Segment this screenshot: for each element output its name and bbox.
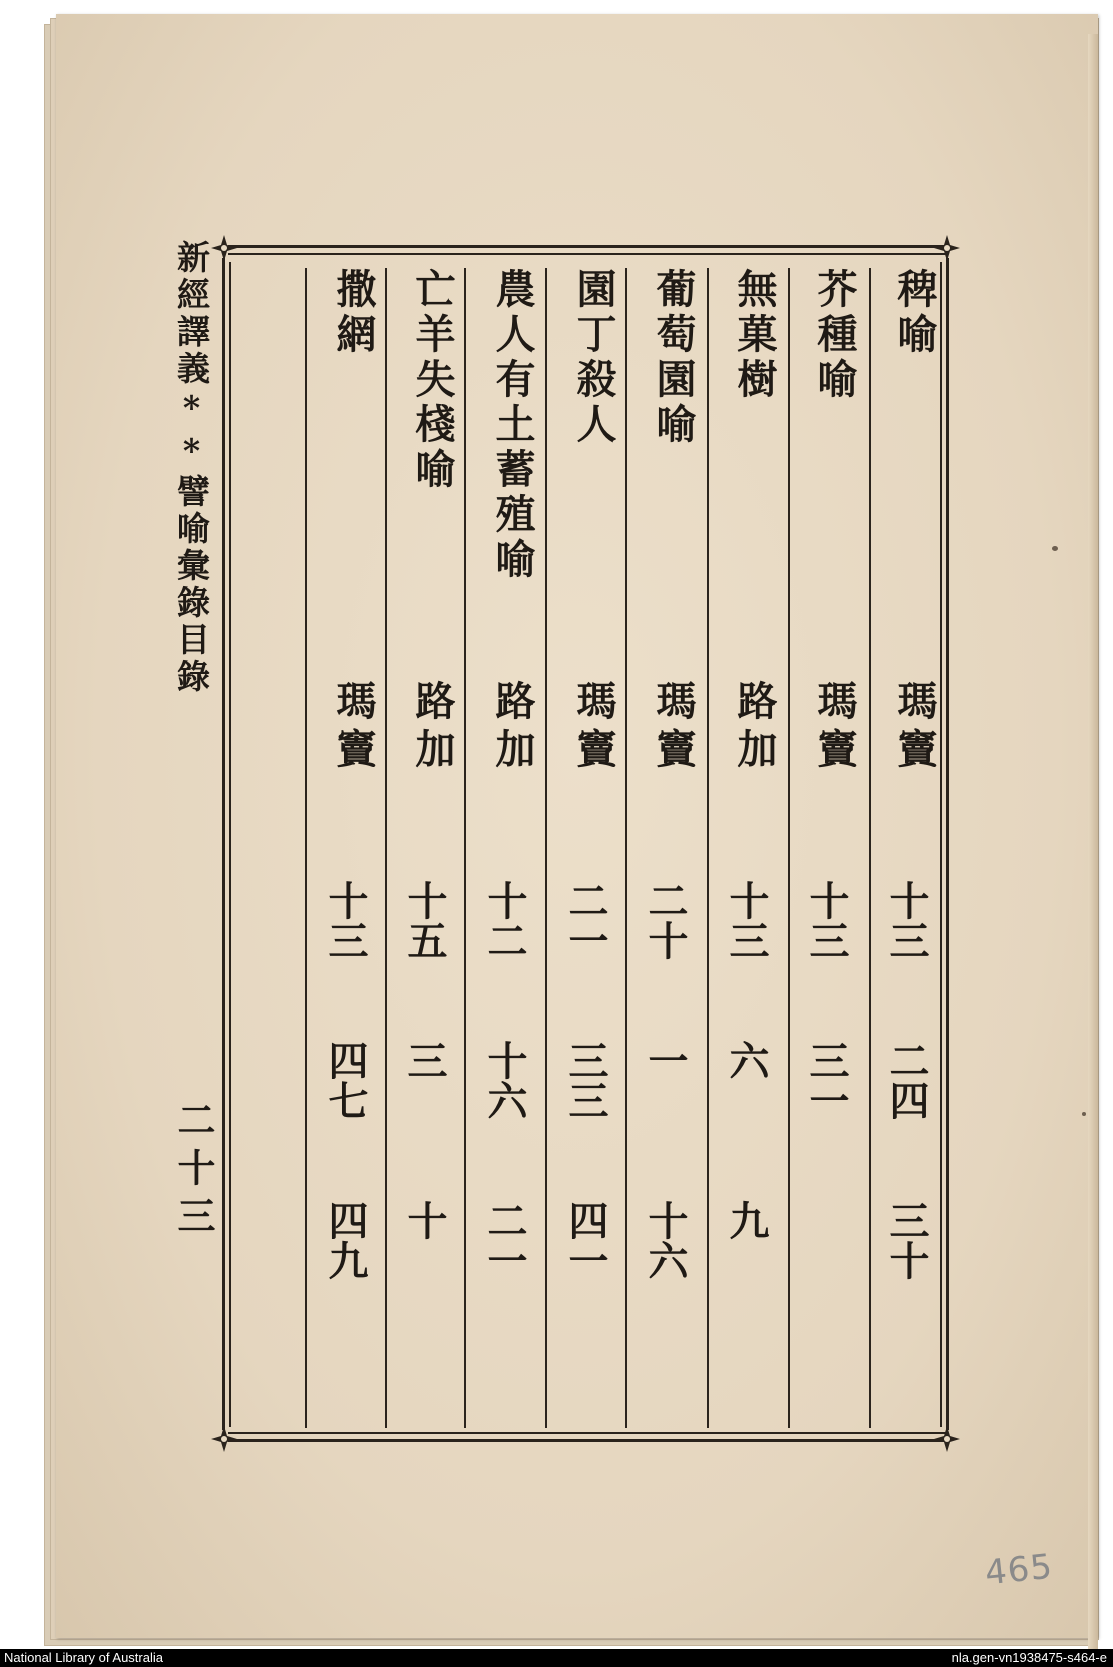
verse-start: 十六 bbox=[481, 1040, 528, 1120]
pencil-annotation: 465 bbox=[983, 1546, 1055, 1594]
verse-start: 三 bbox=[401, 1040, 448, 1080]
column-rule bbox=[305, 268, 307, 1428]
verse-end: 四一 bbox=[562, 1200, 609, 1280]
book-name: 路加 bbox=[409, 680, 456, 776]
chapter-number: 十三 bbox=[883, 880, 930, 960]
chapter-number: 十三 bbox=[723, 880, 770, 960]
verse-start: 三三 bbox=[562, 1040, 609, 1120]
column-rule bbox=[788, 268, 790, 1428]
chapter-number: 十三 bbox=[322, 880, 369, 960]
running-title: 新經譯義**譬喻彙錄目錄 bbox=[172, 240, 211, 696]
parable-title: 葡萄園喻 bbox=[650, 268, 697, 448]
book-name: 瑪竇 bbox=[811, 680, 858, 776]
column-rule bbox=[869, 268, 871, 1428]
paper-speck bbox=[1082, 1112, 1086, 1116]
verse-end: 十六 bbox=[642, 1200, 689, 1280]
verse-start: 二四 bbox=[883, 1040, 930, 1120]
column-rule bbox=[545, 268, 547, 1428]
book-name: 路加 bbox=[731, 680, 778, 776]
parable-title: 亡羊失棧喻 bbox=[409, 268, 456, 493]
frame-bottom-rule-inner bbox=[228, 1432, 946, 1434]
chapter-number: 二十 bbox=[642, 880, 689, 960]
verse-end: 四九 bbox=[322, 1200, 369, 1280]
frame-right-rule-inner bbox=[940, 262, 942, 1427]
verse-end: 三十 bbox=[883, 1200, 930, 1280]
column-rule bbox=[464, 268, 466, 1428]
page-number: 二十三 bbox=[171, 1100, 216, 1244]
column-rule bbox=[385, 268, 387, 1428]
frame-left-rule-outer bbox=[222, 258, 225, 1430]
parable-title: 無菓樹 bbox=[731, 268, 778, 403]
book-name: 路加 bbox=[489, 680, 536, 776]
verse-start: 四七 bbox=[322, 1040, 369, 1120]
book-name: 瑪竇 bbox=[891, 680, 938, 776]
verse-end: 十 bbox=[401, 1200, 448, 1240]
verse-start: 一 bbox=[642, 1040, 689, 1080]
parable-title: 園丁殺人 bbox=[570, 268, 617, 448]
chapter-number: 十三 bbox=[803, 880, 850, 960]
parable-title: 芥種喻 bbox=[811, 268, 858, 403]
book-name: 瑪竇 bbox=[650, 680, 697, 776]
page-edge bbox=[1088, 34, 1098, 1651]
chapter-number: 十二 bbox=[481, 880, 528, 960]
verse-start: 三一 bbox=[803, 1040, 850, 1120]
parable-title: 稗喻 bbox=[891, 268, 938, 358]
column-rule bbox=[625, 268, 627, 1428]
frame-bottom-rule-outer bbox=[228, 1439, 946, 1442]
frame-right-rule-outer bbox=[946, 258, 949, 1430]
corner-ornament-icon bbox=[932, 1424, 962, 1454]
parable-title: 農人有土蓄殖喻 bbox=[489, 268, 536, 583]
footer-bar bbox=[0, 1649, 1113, 1667]
parable-title: 撒網 bbox=[330, 268, 377, 358]
paper-speck bbox=[1052, 546, 1058, 551]
corner-ornament-icon bbox=[932, 233, 962, 263]
corner-ornament-icon bbox=[209, 1424, 239, 1454]
column-rule bbox=[707, 268, 709, 1428]
book-name: 瑪竇 bbox=[570, 680, 617, 776]
frame-top-rule-outer bbox=[228, 245, 946, 248]
footer-source-label: National Library of Australia bbox=[4, 1650, 163, 1665]
frame-left-rule-inner bbox=[229, 262, 231, 1427]
verse-end: 二一 bbox=[481, 1200, 528, 1280]
book-name: 瑪竇 bbox=[330, 680, 377, 776]
verse-start: 六 bbox=[723, 1040, 770, 1080]
chapter-number: 十五 bbox=[401, 880, 448, 960]
frame-top-rule-inner bbox=[228, 253, 946, 255]
chapter-number: 二一 bbox=[562, 880, 609, 960]
verse-end: 九 bbox=[723, 1200, 770, 1240]
footer-identifier: nla.gen-vn1938475-s464-e bbox=[951, 1650, 1107, 1665]
